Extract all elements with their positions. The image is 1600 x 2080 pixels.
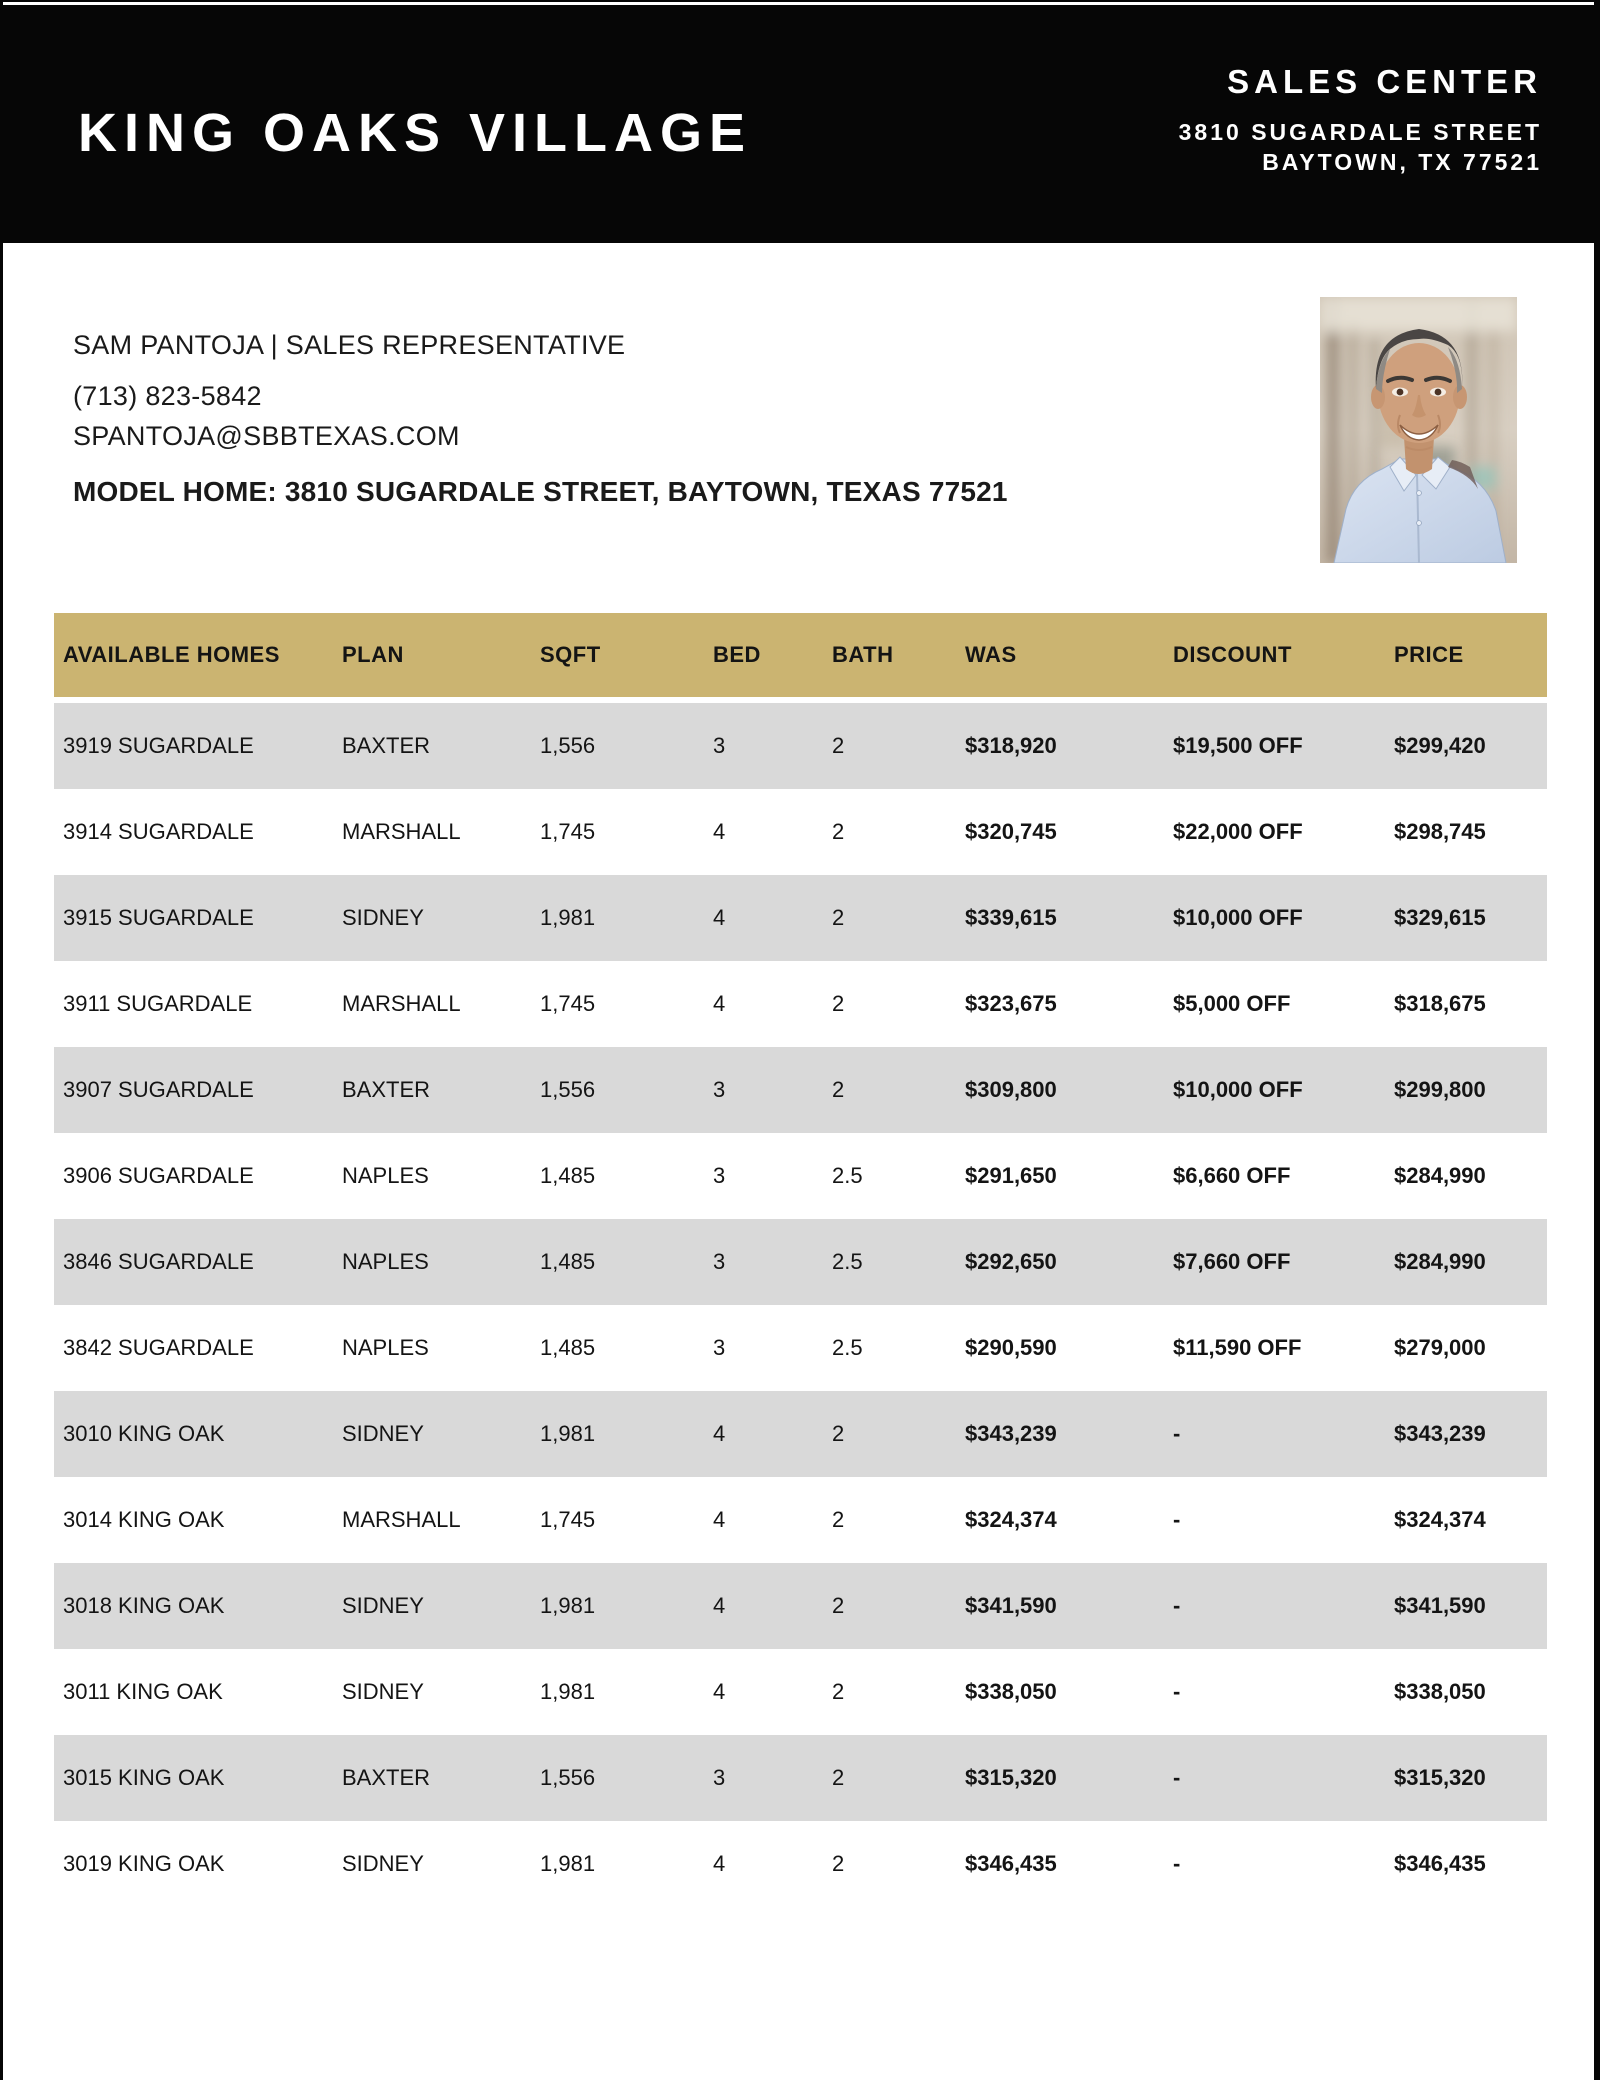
cell-address: 3911 SUGARDALE <box>63 991 253 1016</box>
cell-plan: MARSHALL <box>342 991 461 1016</box>
cell-sqft: 1,745 <box>540 1507 596 1532</box>
cell-bath: 2 <box>832 1679 845 1704</box>
cell-bed: 3 <box>713 1077 726 1102</box>
cell-bed: 4 <box>713 1507 726 1532</box>
cell-discount: $11,590 OFF <box>1173 1335 1302 1360</box>
cell-discount: $10,000 OFF <box>1173 905 1303 930</box>
cell-was-price: $346,435 <box>965 1851 1057 1876</box>
cell-address: 3846 SUGARDALE <box>63 1249 254 1274</box>
cell-discount: $7,660 OFF <box>1173 1249 1291 1274</box>
table-row <box>54 1391 1547 1477</box>
cell-price: $343,239 <box>1394 1421 1486 1446</box>
cell-address: 3906 SUGARDALE <box>63 1163 254 1188</box>
masthead-band <box>0 5 1600 243</box>
cell-plan: SIDNEY <box>342 1679 424 1704</box>
cell-plan: MARSHALL <box>342 819 461 844</box>
cell-address: 3014 KING OAK <box>63 1507 225 1532</box>
cell-plan: SIDNEY <box>342 1421 424 1446</box>
table-row <box>54 1821 1547 1907</box>
cell-bath: 2 <box>832 1421 845 1446</box>
cell-sqft: 1,745 <box>540 991 596 1016</box>
cell-sqft: 1,556 <box>540 1765 596 1790</box>
cell-price: $298,745 <box>1394 819 1486 844</box>
cell-address: 3011 KING OAK <box>63 1679 223 1704</box>
cell-bed: 3 <box>713 1335 726 1360</box>
cell-price: $324,374 <box>1394 1507 1486 1532</box>
table-row <box>54 703 1547 789</box>
sales-center-block <box>1179 63 1542 177</box>
cell-address: 3019 KING OAK <box>63 1851 225 1876</box>
right-border-rule <box>1594 0 1600 2080</box>
table-header-row <box>54 613 1547 697</box>
cell-was-price: $309,800 <box>965 1077 1057 1102</box>
cell-bed: 3 <box>713 1163 726 1188</box>
cell-was-price: $315,320 <box>965 1765 1057 1790</box>
cell-was-price: $320,745 <box>965 819 1057 844</box>
agent-phone: (713) 823-5842 <box>73 381 262 411</box>
cell-bath: 2.5 <box>832 1335 863 1360</box>
cell-bed: 3 <box>713 1249 726 1274</box>
cell-plan: SIDNEY <box>342 905 424 930</box>
cell-discount: - <box>1173 1851 1181 1876</box>
cell-was-price: $324,374 <box>965 1507 1057 1532</box>
cell-plan: NAPLES <box>342 1335 429 1360</box>
cell-was-price: $318,920 <box>965 733 1057 758</box>
cell-sqft: 1,485 <box>540 1335 596 1360</box>
cell-discount: $10,000 OFF <box>1173 1077 1303 1102</box>
cell-sqft: 1,556 <box>540 733 596 758</box>
table-row <box>54 875 1547 961</box>
table-row <box>54 1735 1547 1821</box>
available-homes-table <box>54 613 1547 1907</box>
cell-discount: - <box>1173 1593 1181 1618</box>
cell-address: 3907 SUGARDALE <box>63 1077 254 1102</box>
cell-was-price: $343,239 <box>965 1421 1057 1446</box>
column-header-was: WAS <box>965 642 1017 667</box>
cell-price: $284,990 <box>1394 1249 1486 1274</box>
agent-name-title: SAM PANTOJA | SALES REPRESENTATIVE <box>73 330 626 360</box>
cell-sqft: 1,556 <box>540 1077 596 1102</box>
cell-sqft: 1,981 <box>540 1679 596 1704</box>
cell-bed: 4 <box>713 1421 726 1446</box>
cell-address: 3914 SUGARDALE <box>63 819 254 844</box>
cell-plan: BAXTER <box>342 1077 431 1102</box>
cell-bath: 2 <box>832 733 845 758</box>
table-body <box>54 703 1547 1907</box>
column-header-bath: BATH <box>832 642 894 667</box>
cell-bath: 2 <box>832 819 845 844</box>
cell-bed: 4 <box>713 905 726 930</box>
table-row <box>54 789 1547 875</box>
column-header-sqft: SQFT <box>540 642 601 667</box>
table-row <box>54 1219 1547 1305</box>
cell-discount: $6,660 OFF <box>1173 1163 1291 1188</box>
cell-price: $279,000 <box>1394 1335 1486 1360</box>
cell-price: $338,050 <box>1394 1679 1486 1704</box>
cell-address: 3842 SUGARDALE <box>63 1335 254 1360</box>
cell-discount: $22,000 OFF <box>1173 819 1303 844</box>
cell-bed: 4 <box>713 1851 726 1876</box>
table-row <box>54 961 1547 1047</box>
cell-bath: 2 <box>832 1507 845 1532</box>
cell-was-price: $341,590 <box>965 1593 1057 1618</box>
cell-was-price: $290,590 <box>965 1335 1057 1360</box>
cell-sqft: 1,981 <box>540 1851 596 1876</box>
cell-price: $284,990 <box>1394 1163 1486 1188</box>
table-row <box>54 1477 1547 1563</box>
cell-plan: NAPLES <box>342 1163 429 1188</box>
cell-discount: $5,000 OFF <box>1173 991 1291 1016</box>
cell-address: 3018 KING OAK <box>63 1593 225 1618</box>
model-home-address: MODEL HOME: 3810 SUGARDALE STREET, BAYTOWN, TEXAS 77521 <box>73 476 1008 507</box>
agent-email: SPANTOJA@SBBTEXAS.COM <box>73 421 460 451</box>
agent-photo <box>1320 297 1517 563</box>
column-header-discount: DISCOUNT <box>1173 642 1292 667</box>
column-header-bed: BED <box>713 642 761 667</box>
cell-bath: 2.5 <box>832 1163 863 1188</box>
cell-was-price: $292,650 <box>965 1249 1057 1274</box>
cell-plan: SIDNEY <box>342 1593 424 1618</box>
cell-address: 3015 KING OAK <box>63 1765 225 1790</box>
cell-sqft: 1,745 <box>540 819 596 844</box>
table-row <box>54 1563 1547 1649</box>
cell-plan: NAPLES <box>342 1249 429 1274</box>
cell-address: 3915 SUGARDALE <box>63 905 254 930</box>
table-row <box>54 1047 1547 1133</box>
sales-center-label: SALES CENTER <box>1227 63 1542 100</box>
cell-bed: 3 <box>713 733 726 758</box>
cell-bed: 4 <box>713 819 726 844</box>
top-border-rule <box>0 0 1600 2</box>
cell-sqft: 1,485 <box>540 1249 596 1274</box>
cell-address: 3010 KING OAK <box>63 1421 225 1446</box>
cell-plan: BAXTER <box>342 733 431 758</box>
cell-price: $299,420 <box>1394 733 1486 758</box>
cell-sqft: 1,981 <box>540 905 596 930</box>
cell-price: $315,320 <box>1394 1765 1486 1790</box>
cell-price: $341,590 <box>1394 1593 1486 1618</box>
cell-sqft: 1,981 <box>540 1421 596 1446</box>
cell-bed: 3 <box>713 1765 726 1790</box>
cell-bath: 2 <box>832 1765 845 1790</box>
cell-bath: 2 <box>832 1077 845 1102</box>
cell-price: $329,615 <box>1394 905 1486 930</box>
cell-bed: 4 <box>713 1593 726 1618</box>
column-header-plan: PLAN <box>342 642 404 667</box>
cell-address: 3919 SUGARDALE <box>63 733 254 758</box>
column-header-available-homes: AVAILABLE HOMES <box>63 642 280 667</box>
cell-plan: SIDNEY <box>342 1851 424 1876</box>
cell-price: $318,675 <box>1394 991 1486 1016</box>
community-title: KING OAKS VILLAGE <box>78 103 753 163</box>
cell-discount: - <box>1173 1507 1181 1532</box>
cell-sqft: 1,485 <box>540 1163 596 1188</box>
address-line-2: BAYTOWN, TX 77521 <box>1262 149 1542 175</box>
cell-plan: MARSHALL <box>342 1507 461 1532</box>
table-row <box>54 1649 1547 1735</box>
table-row <box>54 1133 1547 1219</box>
sales-center-address <box>1179 117 1542 177</box>
cell-sqft: 1,981 <box>540 1593 596 1618</box>
cell-discount: $19,500 OFF <box>1173 733 1303 758</box>
cell-discount: - <box>1173 1765 1181 1790</box>
cell-discount: - <box>1173 1679 1181 1704</box>
cell-bed: 4 <box>713 991 726 1016</box>
cell-bath: 2 <box>832 991 845 1016</box>
cell-bed: 4 <box>713 1679 726 1704</box>
cell-was-price: $291,650 <box>965 1163 1057 1188</box>
cell-bath: 2 <box>832 1851 845 1876</box>
cell-was-price: $323,675 <box>965 991 1057 1016</box>
left-border-rule <box>0 0 3 2080</box>
address-line-1: 3810 SUGARDALE STREET <box>1178 119 1542 145</box>
cell-price: $346,435 <box>1394 1851 1486 1876</box>
cell-plan: BAXTER <box>342 1765 431 1790</box>
cell-discount: - <box>1173 1421 1181 1446</box>
cell-bath: 2.5 <box>832 1249 863 1274</box>
cell-bath: 2 <box>832 905 845 930</box>
table-row <box>54 1305 1547 1391</box>
cell-was-price: $338,050 <box>965 1679 1057 1704</box>
column-header-price: PRICE <box>1394 642 1464 667</box>
cell-bath: 2 <box>832 1593 845 1618</box>
cell-was-price: $339,615 <box>965 905 1057 930</box>
cell-price: $299,800 <box>1394 1077 1486 1102</box>
